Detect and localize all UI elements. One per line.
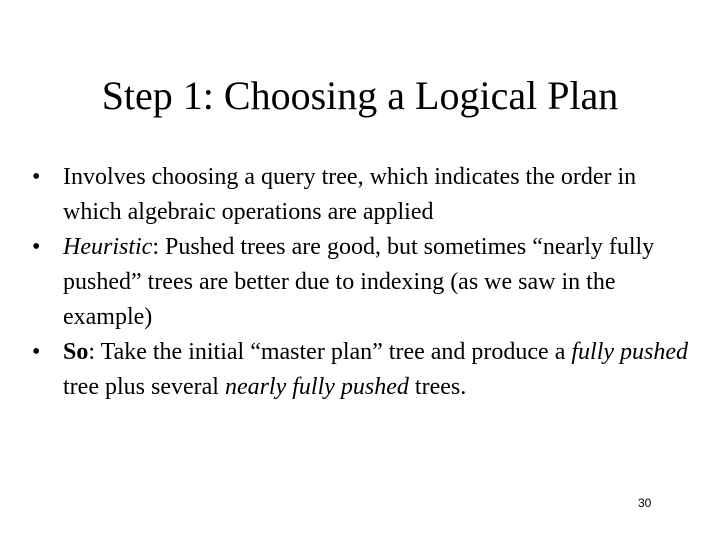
bullet-item [32, 335, 698, 405]
bullet-lead-bold: So [63, 339, 89, 365]
page-number: 30 [638, 496, 652, 510]
bullet-emphasis: nearly fully pushed [224, 374, 409, 400]
bullet-marker: • [32, 234, 41, 260]
bullet-text: tree plus several [63, 374, 225, 400]
bullet-marker: • [32, 339, 41, 365]
bullet-text: : Pushed trees are good, but sometimes “nearly fully pushed” trees are better due to indexing (as we saw in the example) [63, 234, 655, 330]
bullet-item [32, 230, 698, 335]
slide-title: Step 1: Choosing a Logical Plan [101, 73, 619, 118]
bullet-text: : Take the initial “master plan” tree and produce a [88, 339, 572, 365]
bullet-text: trees. [408, 374, 467, 400]
bullet-lead-italic: Heuristic [63, 234, 153, 260]
bullet-text: Involves choosing a query tree, which indicates the order in which algebraic operations are applied [63, 164, 637, 225]
bullet-list [32, 160, 698, 405]
bullet-emphasis: fully pushed [571, 339, 689, 365]
bullet-marker: • [32, 164, 41, 190]
bullet-item [32, 160, 698, 230]
